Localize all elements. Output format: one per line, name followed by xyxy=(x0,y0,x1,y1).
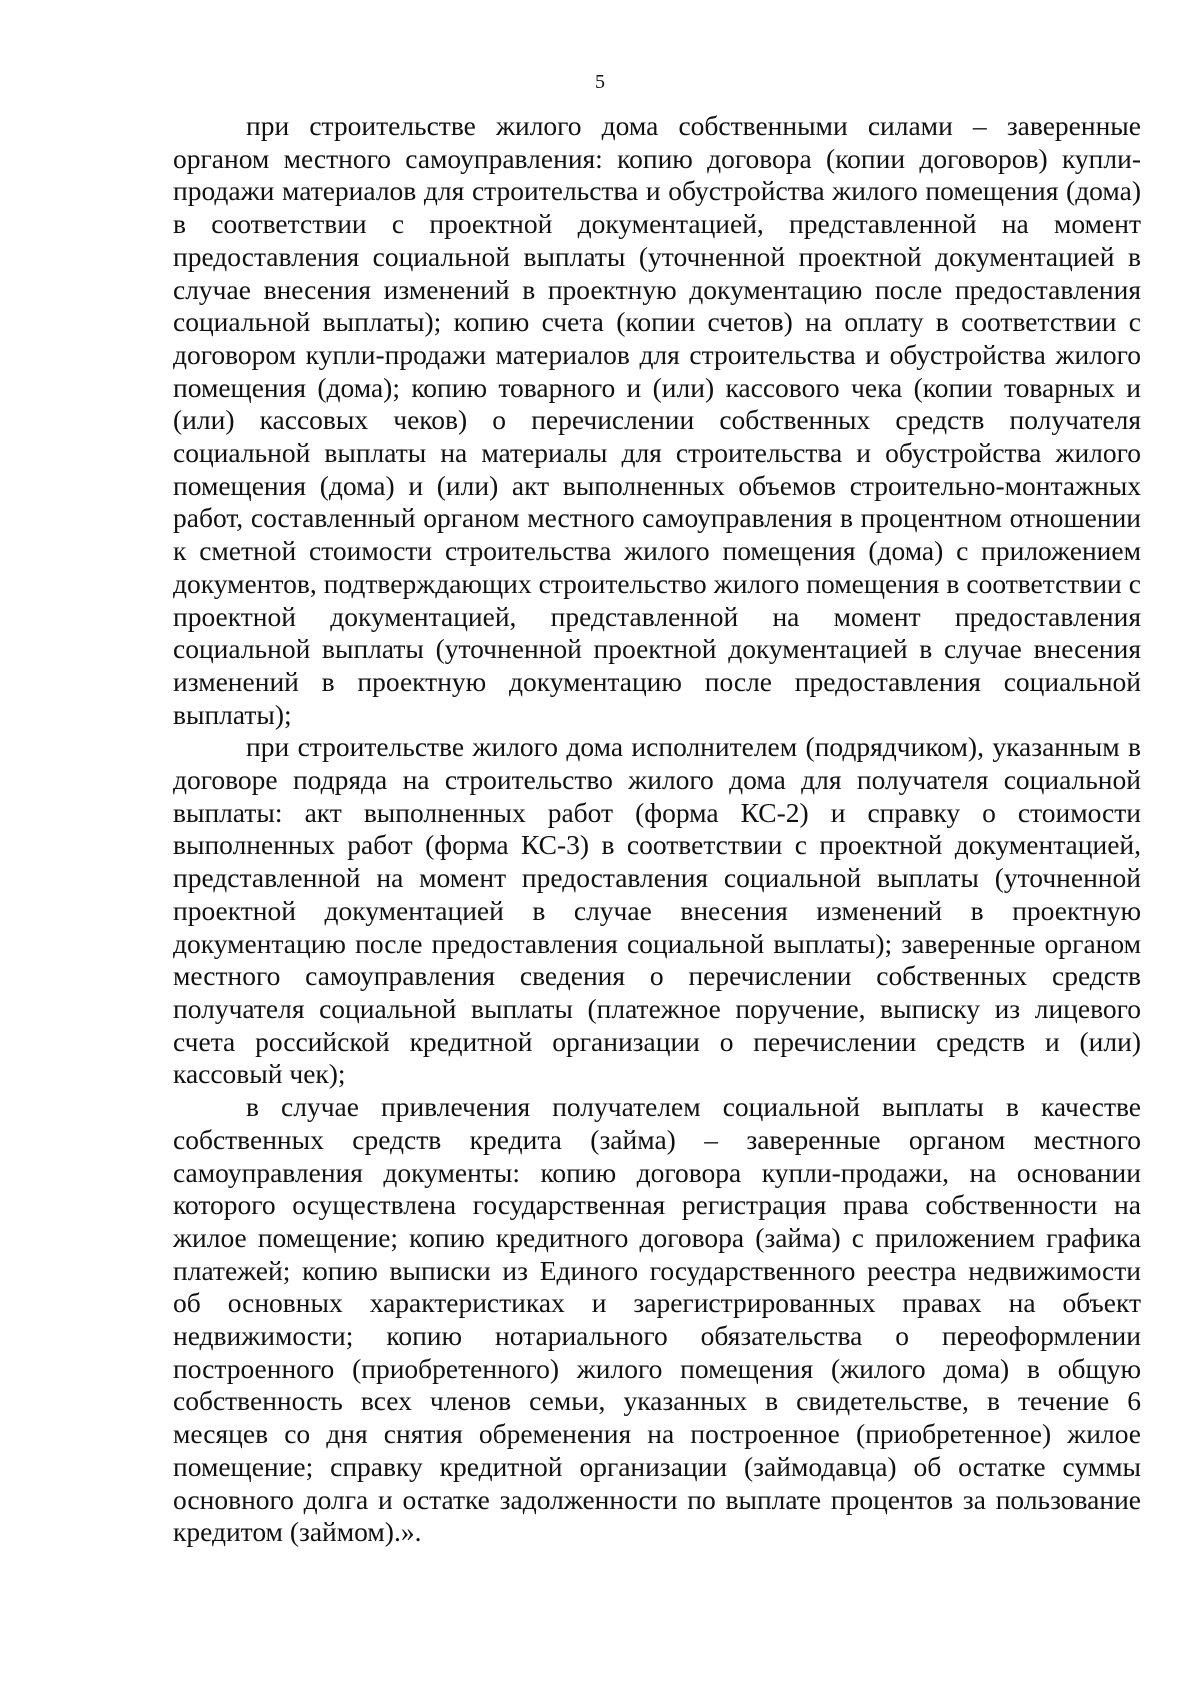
paragraph-credit-funds: в случае привлечения получателем социальной выплаты в качестве собственных средств кредита (займа) – заверенные органом местного самоуправления документы: копию договора купли-продажи, на основании которого осуществлена государственная регистрация права собственности на жилое помещение; копию кредитного договора (займа) с приложением графика платежей; копию выписки из Единого государственного реестра недвижимости об основных характеристиках и зарегистрированных правах на объект недвижимости; копию нотариального обязательства о переоформлении построенного (приобретенного) жилого помещения (жилого дома) в общую собственность всех членов семьи, указанных в свидетельстве, в течение 6 месяцев со дня снятия обременения на построенное (приобретенное) жилое помещение; справку кредитной организации (займодавца) об остатке суммы основного долга и остатке задолженности по выплате процентов за пользование кредитом (займом).». xyxy=(173,1091,1141,1548)
page-number: 5 xyxy=(595,71,605,93)
document-body xyxy=(173,110,1141,1549)
paragraph-own-construction: при строительстве жилого дома собственными силами – заверенные органом местного самоуправления: копию договора (копии договоров) купли-продажи материалов для строительства и обустройства жилого помещения (дома) в соответствии с проектной документацией, представленной на момент предоставления социальной выплаты (уточненной проектной документацией в случае внесения изменений в проектную документацию после предоставления социальной выплаты); копию счета (копии счетов) на оплату в соответствии с договором купли-продажи материалов для строительства и обустройства жилого помещения (дома); копию товарного и (или) кассового чека (копии товарных и (или) кассовых чеков) о перечислении собственных средств получателя социальной выплаты на материалы для строительства и обустройства жилого помещения (дома) и (или) акт выполненных объемов строительно-монтажных работ, составленный органом местного самоуправления в процентном отношении к сметной стоимости строительства жилого помещения (дома) с приложением документов, подтверждающих строительство жилого помещения в соответствии с проектной документацией, представленной на момент предоставления социальной выплаты (уточненной проектной документацией в случае внесения изменений в проектную документацию после предоставления социальной выплаты); xyxy=(173,110,1141,730)
paragraph-contractor-construction: при строительстве жилого дома исполнителем (подрядчиком), указанным в договоре подряда на строительство жилого дома для получателя социальной выплаты: акт выполненных работ (форма КС-2) и справку о стоимости выполненных работ (форма КС-3) в соответствии с проектной документацией, представленной на момент предоставления социальной выплаты (уточненной проектной документацией в случае внесения изменений в проектную документацию после предоставления социальной выплаты); заверенные органом местного самоуправления сведения о перечислении собственных средств получателя социальной выплаты (платежное поручение, выписку из лицевого счета российской кредитной организации о перечислении средств и (или) кассовый чек); xyxy=(173,731,1141,1090)
